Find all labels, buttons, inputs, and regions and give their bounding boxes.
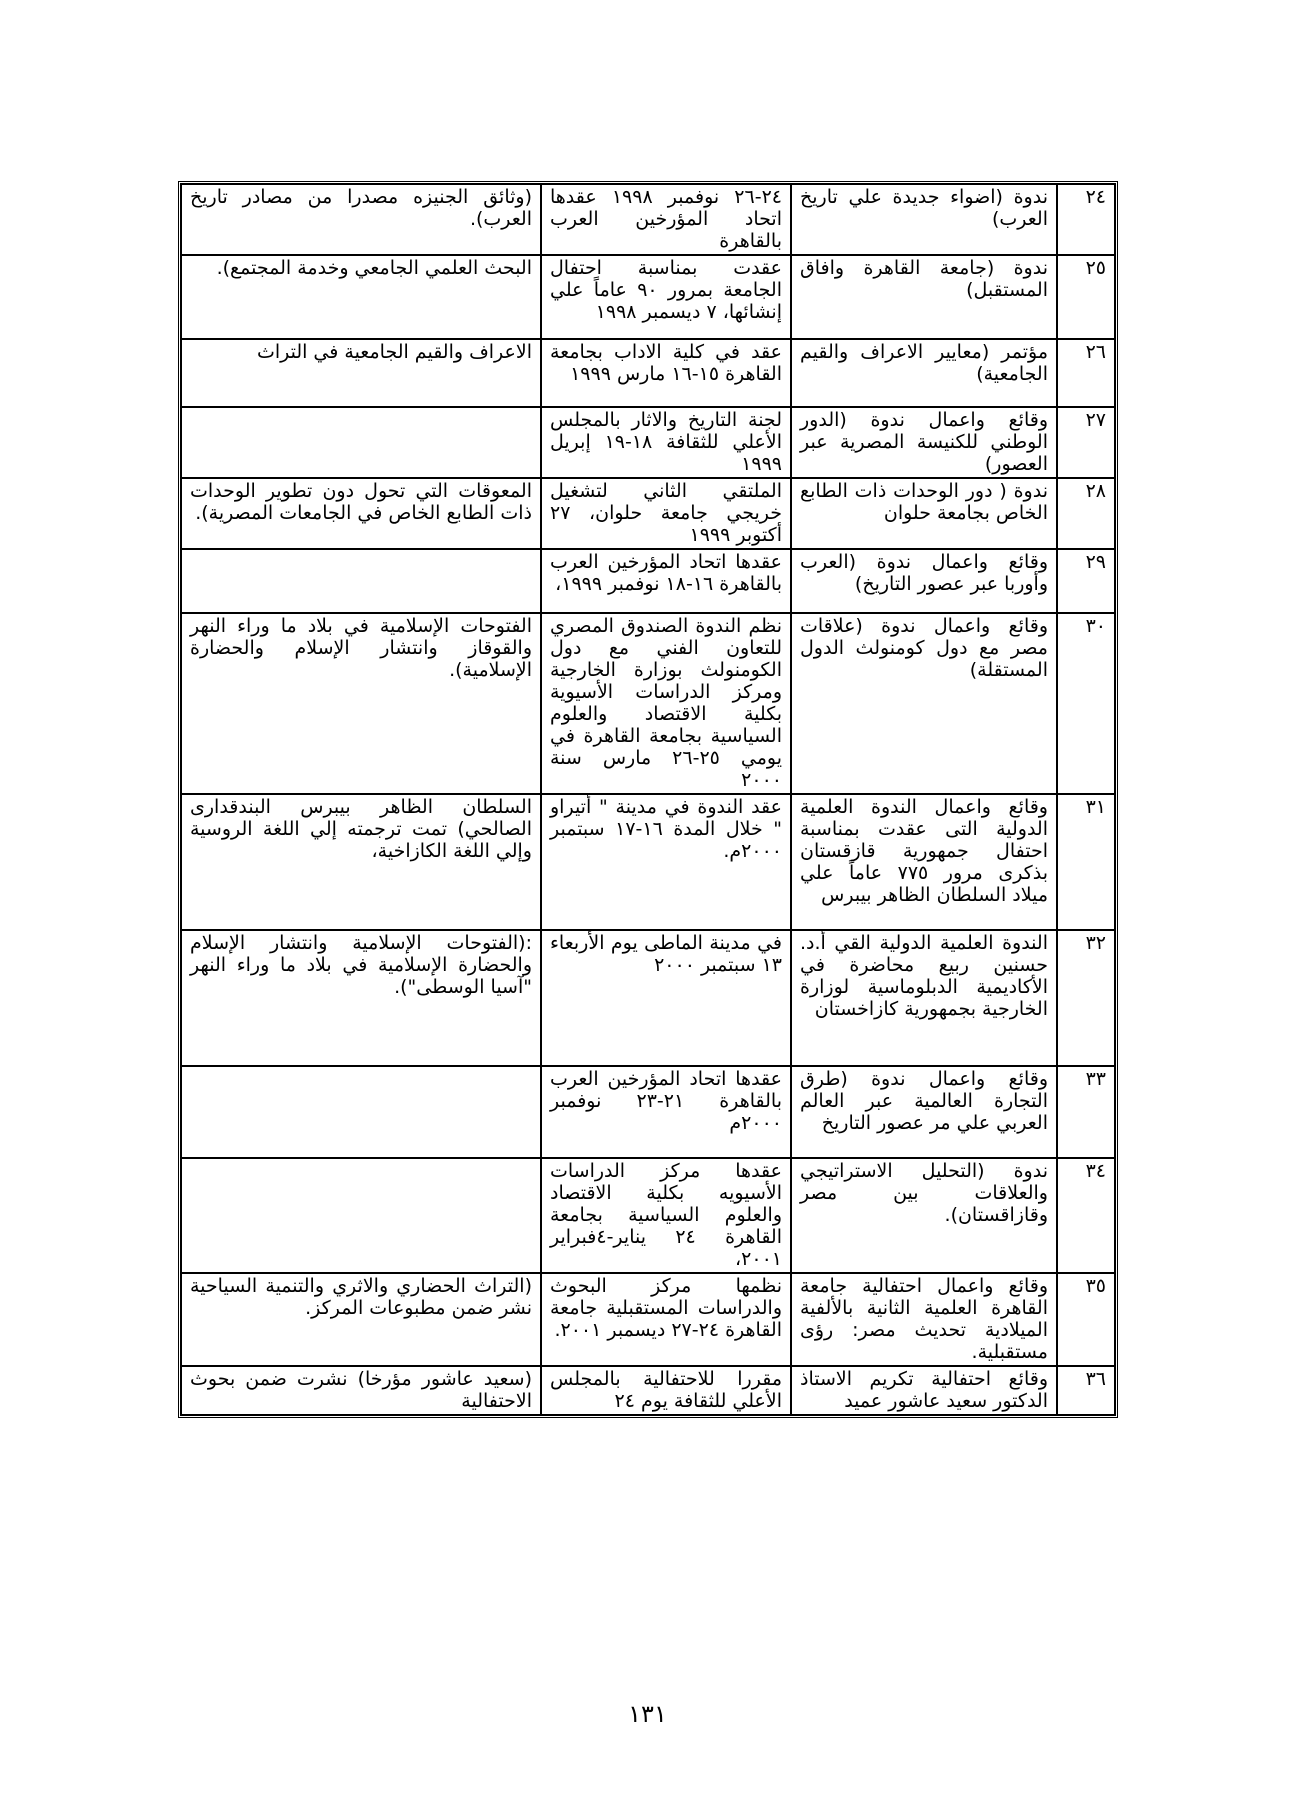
page-number: ١٣١ (628, 1700, 667, 1728)
table-row (181, 255, 1115, 339)
row-notes: البحث العلمي الجامعي وخدمة المجتمع). (181, 255, 541, 339)
row-notes: (وثائق الجنيزه مصدرا من مصادر تاريخ العرب). (181, 184, 541, 255)
row-number: ٣٢ (1057, 930, 1115, 1066)
row-number: ٢٨ (1057, 478, 1115, 549)
row-details: ٢٤-٢٦ نوفمبر ١٩٩٨ عقدها اتحاد المؤرخين العرب بالقاهرة (541, 184, 791, 255)
row-details: عقدها اتحاد المؤرخين العرب بالقاهرة ٢١-٢٣ نوفمبر ٢٠٠٠م (541, 1066, 791, 1158)
row-title: وقائع واعمال ندوة (الدور الوطني للكنيسة المصرية عبر العصور) (791, 407, 1057, 478)
table-row (181, 549, 1115, 613)
row-notes: :(الفتوحات الإسلامية وانتشار الإسلام والحضارة الإسلامية في بلاد ما وراء النهر "آسيا الوسطى"). (181, 930, 541, 1066)
row-number: ٣٥ (1057, 1273, 1115, 1366)
row-title: وقائع واعمال ندوة (طرق التجارة العالمية عبر العالم العربي علي مر عصور التاريخ (791, 1066, 1057, 1158)
row-notes: السلطان الظاهر بيبرس البندقدارى الصالحي) تمت ترجمته إلي اللغة الروسية وإلي اللغة الكازاخية، (181, 794, 541, 930)
row-title: الندوة العلمية الدولية القي أ.د. حسنين ربيع محاضرة في الأكاديمية الدبلوماسية لوزارة الخارجية بجمهورية كازاخستان (791, 930, 1057, 1066)
row-notes: (التراث الحضاري والاثري والتنمية السياحية نشر ضمن مطبوعات المركز. (181, 1273, 541, 1366)
row-number: ٢٦ (1057, 339, 1115, 407)
row-notes (181, 407, 541, 478)
row-notes: الفتوحات الإسلامية في بلاد ما وراء النهر والقوقاز وانتشار الإسلام والحضارة الإسلامية). (181, 613, 541, 794)
row-details: عقد الندوة في مدينة " أتيراو " خلال المدة ١٦-١٧ سبتمبر ٢٠٠٠م. (541, 794, 791, 930)
row-details: نظم الندوة الصندوق المصري للتعاون الفني مع دول الكومنولث بوزارة الخارجية ومركز الدراسات الأسيوية بكلية الاقتصاد والعلوم السياسية بجامعة القاهرة في يومي ٢٥-٢٦ مارس سنة ٢٠٠٠ (541, 613, 791, 794)
row-title: ندوة (اضواء جديدة علي تاريخ العرب) (791, 184, 1057, 255)
row-details: عقد في كلية الاداب بجامعة القاهرة ١٥-١٦ مارس ١٩٩٩ (541, 339, 791, 407)
row-number: ٣٤ (1057, 1158, 1115, 1273)
row-notes (181, 1158, 541, 1273)
table-row (181, 1066, 1115, 1158)
row-details: عقدها اتحاد المؤرخين العرب بالقاهرة ١٦-١٨ نوفمبر ١٩٩٩، (541, 549, 791, 613)
row-details: مقررا للاحتفالية بالمجلس الأعلي للثقافة يوم ٢٤ (541, 1366, 791, 1415)
row-notes: المعوقات التي تحول دون تطوير الوحدات ذات الطابع الخاص في الجامعات المصرية). (181, 478, 541, 549)
table-row (181, 339, 1115, 407)
row-number: ٣٠ (1057, 613, 1115, 794)
row-number: ٢٧ (1057, 407, 1115, 478)
table-row (181, 794, 1115, 930)
row-number: ٢٩ (1057, 549, 1115, 613)
row-number: ٣٦ (1057, 1366, 1115, 1415)
row-details: عقدها مركز الدراسات الأسيويه بكلية الاقتصاد والعلوم السياسية بجامعة القاهرة ٢٤ يناير-٤فبراير ٢٠٠١، (541, 1158, 791, 1273)
row-details: نظمها مركز البحوث والدراسات المستقبلية جامعة القاهرة ٢٤-٢٧ ديسمبر ٢٠٠١. (541, 1273, 791, 1366)
row-details: الملتقي الثاني لتشغيل خريجي جامعة حلوان، ٢٧ أكتوبر ١٩٩٩ (541, 478, 791, 549)
row-title: ندوة (جامعة القاهرة وافاق المستقبل) (791, 255, 1057, 339)
row-title: مؤتمر (معايير الاعراف والقيم الجامعية) (791, 339, 1057, 407)
table-row (181, 930, 1115, 1066)
row-title: ندوة (التحليل الاستراتيجي والعلاقات بين مصر وقازاقستان). (791, 1158, 1057, 1273)
table-row (181, 478, 1115, 549)
row-number: ٢٥ (1057, 255, 1115, 339)
table-row (181, 1158, 1115, 1273)
row-title: ندوة ( دور الوحدات ذات الطابع الخاص بجامعة حلوان (791, 478, 1057, 549)
row-details: عقدت بمناسبة احتفال الجامعة بمرور ٩٠ عاماً علي إنشائها، ٧ ديسمبر ١٩٩٨ (541, 255, 791, 339)
row-title: وقائع واعمال احتفالية جامعة القاهرة العلمية الثانية بالألفية الميلادية تحديث مصر: رؤى مستقبلية. (791, 1273, 1057, 1366)
row-notes: الاعراف والقيم الجامعية في التراث (181, 339, 541, 407)
table-row (181, 184, 1115, 255)
records-table (178, 181, 1118, 1418)
row-title: وقائع واعمال الندوة العلمية الدولية التى عقدت بمناسبة احتفال جمهورية قازقستان بذكرى مرور ٧٧٥ عاماً علي ميلاد السلطان الظاهر بيبرس (791, 794, 1057, 930)
row-notes (181, 549, 541, 613)
row-notes: (سعيد عاشور مؤرخا) نشرت ضمن بحوث الاحتفالية (181, 1366, 541, 1415)
row-number: ٣٣ (1057, 1066, 1115, 1158)
row-title: وقائع واعمال ندوة (العرب وأوربا عبر عصور التاريخ) (791, 549, 1057, 613)
row-title: وقائع واعمال ندوة (علاقات مصر مع دول كومنولث الدول المستقلة) (791, 613, 1057, 794)
records-table-body (181, 184, 1115, 1415)
table-row (181, 1273, 1115, 1366)
row-title: وقائع احتفالية تكريم الاستاذ الدكتور سعيد عاشور عميد (791, 1366, 1057, 1415)
row-number: ٢٤ (1057, 184, 1115, 255)
table-row (181, 613, 1115, 794)
table-row (181, 407, 1115, 478)
table-row (181, 1366, 1115, 1415)
row-notes (181, 1066, 541, 1158)
row-details: في مدينة الماطى يوم الأربعاء ١٣ سبتمبر ٢٠٠٠ (541, 930, 791, 1066)
row-number: ٣١ (1057, 794, 1115, 930)
row-details: لجنة التاريخ والاثار بالمجلس الأعلي للثقافة ١٨-١٩ إبريل ١٩٩٩ (541, 407, 791, 478)
